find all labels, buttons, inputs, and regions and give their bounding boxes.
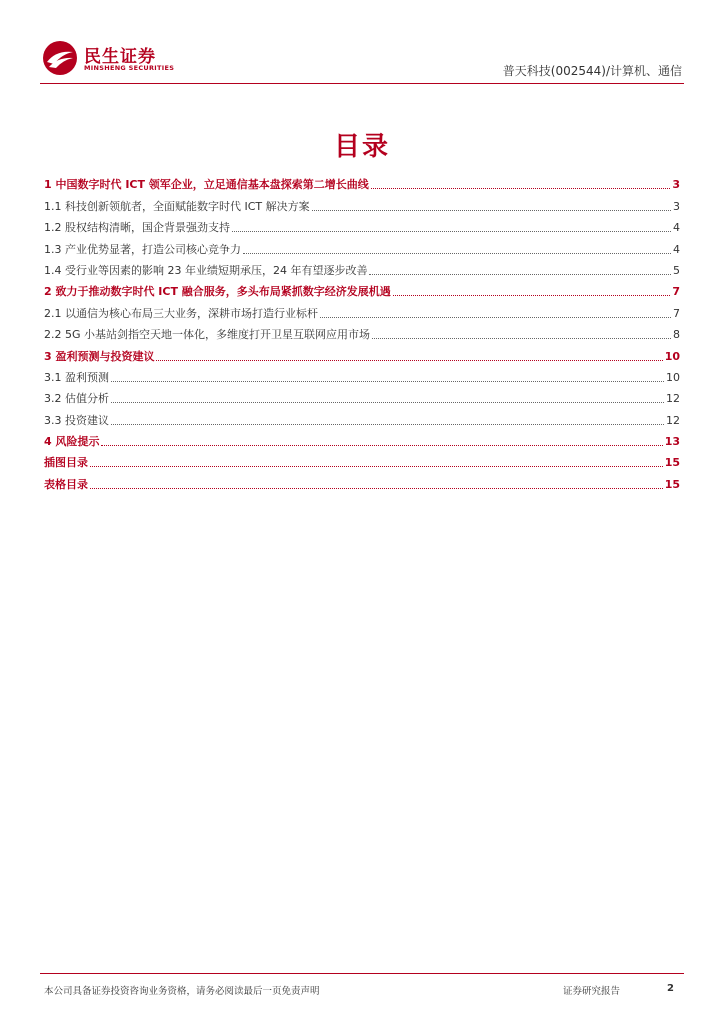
footer-report-type: 证券研究报告 <box>563 986 621 997</box>
toc-entry[interactable] <box>44 173 680 194</box>
toc-leader-dots <box>393 295 671 296</box>
toc-entry[interactable] <box>44 280 680 301</box>
toc-entry-label[interactable]: 1.2 股权结构清晰，国企背景强劲支持 <box>44 221 230 235</box>
toc-entry-page[interactable]: 7 <box>673 306 680 320</box>
logo-text-en: MINSHENG SECURITIES <box>84 64 175 72</box>
toc-entry-page[interactable]: 10 <box>664 349 680 363</box>
toc-leader-dots <box>90 488 663 489</box>
toc-entry[interactable] <box>44 344 680 365</box>
toc-entry-page[interactable]: 3 <box>672 178 680 192</box>
toc-entry[interactable] <box>44 430 680 451</box>
toc-leader-dots <box>320 317 671 318</box>
toc-leader-dots <box>371 188 671 189</box>
toc-entry-page[interactable]: 5 <box>673 263 680 277</box>
toc-entry-page[interactable]: 8 <box>673 328 680 342</box>
toc-entry[interactable] <box>44 408 680 429</box>
toc-entry-label[interactable]: 2 致力于推动数字时代 ICT 融合服务，多头布局紧抓数字经济发展机遇 <box>44 285 391 299</box>
toc-entry-label[interactable]: 4 风险提示 <box>44 435 100 449</box>
footer-divider <box>40 973 684 974</box>
page-header <box>0 0 724 84</box>
toc-entry-label[interactable]: 2.1 以通信为核心布局三大业务，深耕市场打造行业标杆 <box>44 306 318 320</box>
toc-leader-dots <box>243 253 671 254</box>
toc-entry-page[interactable]: 13 <box>664 435 680 449</box>
toc-entry[interactable] <box>44 472 680 493</box>
toc-entry-label[interactable]: 3 盈利预测与投资建议 <box>44 349 155 363</box>
table-of-contents <box>44 173 680 494</box>
toc-leader-dots <box>101 445 662 446</box>
report-tag: 普天科技(002544)/计算机、通信 <box>502 64 682 78</box>
toc-entry-page[interactable]: 4 <box>673 242 680 256</box>
toc-entry-label[interactable]: 1 中国数字时代 ICT 领军企业，立足通信基本盘探索第二增长曲线 <box>44 178 369 192</box>
toc-entry[interactable] <box>44 259 680 280</box>
toc-entry-page[interactable]: 4 <box>673 221 680 235</box>
toc-entry[interactable] <box>44 301 680 322</box>
minsheng-logo-icon <box>42 40 78 76</box>
toc-entry[interactable] <box>44 366 680 387</box>
toc-entry[interactable] <box>44 387 680 408</box>
toc-leader-dots <box>156 360 662 361</box>
toc-entry-page[interactable]: 12 <box>666 392 680 406</box>
toc-entry-label[interactable]: 3.1 盈利预测 <box>44 370 109 384</box>
toc-entry-label[interactable]: 2.2 5G 小基站剑指空天地一体化，多维度打开卫星互联网应用市场 <box>44 328 371 342</box>
toc-leader-dots <box>111 424 664 425</box>
toc-entry-page[interactable]: 7 <box>672 285 680 299</box>
toc-entry-page[interactable]: 3 <box>673 199 680 213</box>
toc-entry-page[interactable]: 12 <box>666 413 680 427</box>
toc-entry-label[interactable]: 1.4 受行业等因素的影响 23 年业绩短期承压，24 年有望逐步改善 <box>44 263 368 277</box>
toc-entry[interactable] <box>44 451 680 472</box>
toc-title: 目录 <box>333 132 390 162</box>
logo-text-cn: 民生证券 <box>84 47 156 67</box>
toc-entry-label[interactable]: 插图目录 <box>44 456 88 470</box>
footer-disclaimer: 本公司具备证券投资咨询业务资格，请务必阅读最后一页免责声明 <box>44 986 320 997</box>
toc-entry-page[interactable]: 10 <box>666 370 680 384</box>
toc-entry[interactable] <box>44 216 680 237</box>
toc-entry-label[interactable]: 1.1 科技创新领航者，全面赋能数字时代 ICT 解决方案 <box>44 199 310 213</box>
toc-entry-page[interactable]: 15 <box>664 456 680 470</box>
toc-entry[interactable] <box>44 237 680 258</box>
toc-leader-dots <box>372 338 671 339</box>
toc-leader-dots <box>90 466 663 467</box>
toc-entry[interactable] <box>44 194 680 215</box>
toc-entry-page[interactable]: 15 <box>664 477 680 491</box>
toc-leader-dots <box>111 381 664 382</box>
toc-entry-label[interactable]: 3.2 估值分析 <box>44 392 109 406</box>
toc-entry[interactable] <box>44 323 680 344</box>
toc-leader-dots <box>232 231 671 232</box>
toc-leader-dots <box>369 274 671 275</box>
toc-leader-dots <box>312 210 671 211</box>
page-number: 2 <box>667 983 674 994</box>
company-logo <box>42 40 182 80</box>
header-divider <box>40 83 684 84</box>
toc-entry-label[interactable]: 表格目录 <box>44 477 88 491</box>
toc-leader-dots <box>111 402 664 403</box>
toc-entry-label[interactable]: 1.3 产业优势显著，打造公司核心竞争力 <box>44 242 241 256</box>
toc-entry-label[interactable]: 3.3 投资建议 <box>44 413 109 427</box>
